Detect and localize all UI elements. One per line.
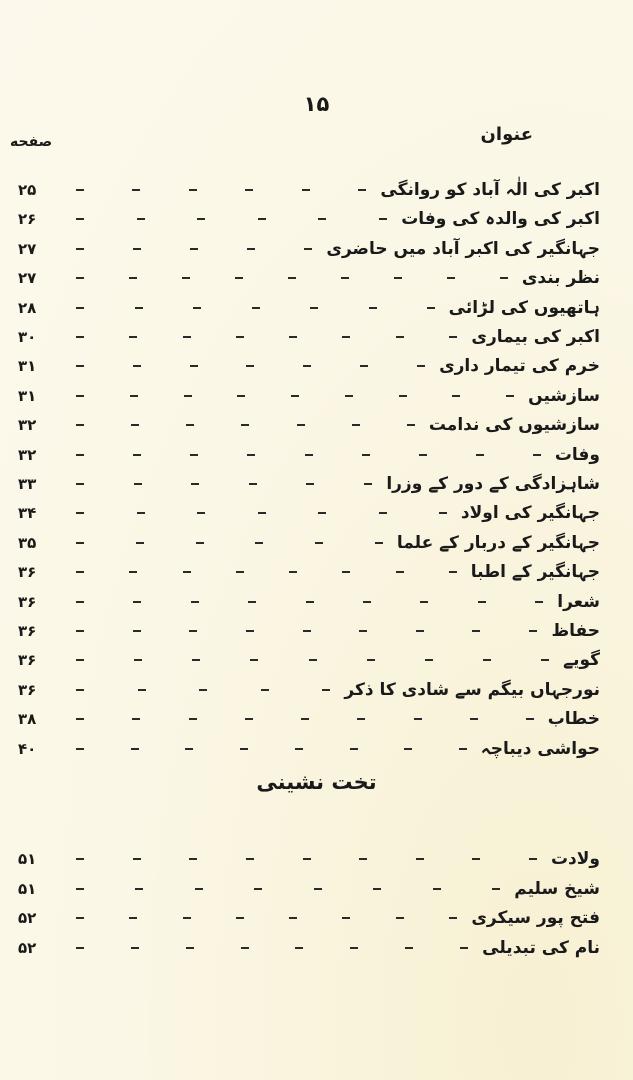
leader-dash [396,571,404,573]
leader-dash [131,748,139,750]
leader-dash [195,888,203,890]
leader-dash [541,659,549,661]
toc-entry-title: خطاب [547,709,600,730]
leader-dash [193,307,201,309]
leader-dashes [76,571,457,573]
leader-dash [314,888,322,890]
leader-dashes [76,689,330,691]
leader-dash [364,483,372,485]
leader-dash [288,277,296,279]
leader-dash [129,277,137,279]
leader-dash [341,277,349,279]
toc-entry-title: نورجہاں بیگم سے شادی کا ذکر [344,679,600,700]
toc-entry-page: ۵۲ [18,938,37,957]
leader-dash [236,571,244,573]
toc-entry-title: وفات [554,444,600,465]
leader-dash [483,659,491,661]
leader-dash [131,947,139,949]
toc-entry-page: ۳۲ [18,445,37,464]
leader-dash [246,858,254,860]
toc-row [18,235,600,263]
leader-dash [196,542,204,544]
toc-row [18,904,600,932]
leader-dash [137,512,145,514]
leader-dash [184,395,192,397]
leader-dash [197,512,205,514]
toc-entry-title: خرم کی تیمار داری [439,356,600,377]
leader-dashes [76,218,387,220]
toc-entry-title: نظر بندی [521,268,600,289]
leader-dash [315,542,323,544]
leader-dash [373,888,381,890]
leader-dash [342,336,350,338]
leader-dash [303,858,311,860]
leader-dash [247,248,255,250]
toc-entry-page: ۲۶ [18,210,37,229]
toc-row [18,499,600,527]
leader-dash [190,248,198,250]
leader-dashes [76,542,383,544]
leader-dash [318,512,326,514]
leader-dash [533,454,541,456]
leader-dash [369,307,377,309]
toc-row [18,441,600,469]
leader-dash [360,365,368,367]
leader-dash [185,748,193,750]
leader-dash [131,424,139,426]
leader-dash [252,307,260,309]
leader-dashes [76,858,537,860]
leader-dash [76,748,84,750]
leader-dash [133,365,141,367]
leader-dash [417,365,425,367]
leader-dash [76,858,84,860]
leader-dashes [76,888,500,890]
toc-entry-page: ۵۱ [18,850,37,868]
leader-dash [289,336,297,338]
toc-entry-page: ۳۶ [18,622,37,640]
leader-dash [129,336,137,338]
toc-entry-page: ۳۵ [18,533,37,552]
leader-dash [76,307,84,309]
leader-dash [306,601,314,603]
toc-entry-page: ۲۷ [18,239,37,258]
leader-dash [289,571,297,573]
leader-dash [472,858,480,860]
toc-row [18,382,600,410]
leader-dash [362,454,370,456]
leader-dash [182,277,190,279]
leader-dash [246,365,254,367]
toc-row [18,705,600,733]
leader-dash [76,483,84,485]
leader-dash [133,454,141,456]
toc-entry-page: ۳۶ [18,680,37,699]
leader-dash [76,571,84,573]
leader-dash [189,718,197,720]
toc-row [18,646,600,674]
toc-entry-title: حفاظ [551,621,600,641]
leader-dash [76,888,84,890]
toc-entry-title: سازشیں [528,385,600,406]
leader-dash [472,630,480,632]
toc-entry-title: فتح پور سیکری [471,908,600,928]
leader-dash [449,571,457,573]
leader-dash [192,659,200,661]
leader-dash [306,483,314,485]
leader-dash [419,454,427,456]
leader-dash [255,542,263,544]
leader-dash [342,917,350,919]
leader-dash [76,189,84,191]
leader-dash [240,748,248,750]
leader-dash [375,542,383,544]
toc-entry-page: ۳۱ [18,357,37,376]
leader-dash [492,888,500,890]
leader-dash [345,395,353,397]
leader-dash [447,277,455,279]
toc-entry-page: ۳۲ [18,416,37,435]
toc-row [18,470,600,498]
leader-dash [76,689,84,691]
leader-dash [76,512,84,514]
leader-dash [529,630,537,632]
leader-dash [183,336,191,338]
toc-entry-title: گویے [563,650,600,671]
leader-dash [186,424,194,426]
leader-dash [295,947,303,949]
leader-dash [189,189,197,191]
leader-dash [135,888,143,890]
leader-dashes [76,483,372,485]
toc-entry-title: جہانگیر کے دربار کے علما [396,532,600,553]
leader-dash [379,512,387,514]
toc-row [18,588,600,616]
leader-dash [460,947,468,949]
leader-dashes [76,512,447,514]
leader-dash [289,917,297,919]
leader-dash [197,218,205,220]
toc-row [18,205,600,233]
leader-dash [291,395,299,397]
leader-dash [304,248,312,250]
leader-dashes [76,395,514,397]
toc-row [18,934,600,962]
leader-dash [183,571,191,573]
leader-dash [449,917,457,919]
leader-dash [134,483,142,485]
leader-dash [309,659,317,661]
leader-dash [189,630,197,632]
leader-dash [396,917,404,919]
leader-dash [258,512,266,514]
leader-dashes [76,336,457,338]
leader-dash [399,395,407,397]
toc-row [18,558,600,586]
leader-dash [248,601,256,603]
leader-dash [246,630,254,632]
leader-dash [183,917,191,919]
toc-entry-page: ۵۱ [18,879,37,898]
toc-entry-title: ولادت [550,849,600,869]
leader-dash [130,395,138,397]
toc-row [18,676,600,704]
toc-row [18,294,600,322]
leader-dash [138,689,146,691]
leader-dash [133,630,141,632]
toc-row [18,875,600,903]
leader-dash [258,218,266,220]
toc-row [18,411,600,439]
leader-dash [191,601,199,603]
toc-entry-page: ۲۵ [18,181,37,199]
leader-dashes [76,748,467,750]
leader-dash [342,571,350,573]
leader-dash [425,659,433,661]
leader-dash [420,601,428,603]
leader-dash [478,601,486,603]
leader-dash [134,659,142,661]
leader-dash [394,277,402,279]
leader-dashes [76,365,425,367]
leader-dash [76,542,84,544]
toc-entry-page: ۵۲ [18,909,37,927]
leader-dash [302,189,310,191]
leader-dash [237,395,245,397]
leader-dash [189,858,197,860]
page-number: ۱۵ [303,92,330,116]
leader-dash [132,718,140,720]
topic-column-heading: عنوان [480,124,533,145]
leader-dash [190,454,198,456]
leader-dash [247,454,255,456]
leader-dash [76,659,84,661]
leader-dash [250,659,258,661]
leader-dash [297,424,305,426]
leader-dash [500,277,508,279]
toc-entry-page: ۲۷ [18,269,37,288]
leader-dashes [76,917,457,919]
toc-entry-page: ۳۴ [18,504,37,523]
toc-entry-title: اکبر کی الٰہ آباد کو روانگی [380,180,600,200]
toc-row [18,735,600,763]
leader-dash [76,601,84,603]
leader-dash [236,336,244,338]
leader-dash [449,336,457,338]
leader-dashes [76,189,366,191]
leader-dash [129,571,137,573]
leader-dash [363,601,371,603]
leader-dash [135,307,143,309]
leader-dash [301,718,309,720]
leader-dash [350,748,358,750]
leader-dash [76,917,84,919]
leader-dash [191,483,199,485]
leader-dash [199,689,207,691]
toc-entry-page: ۲۸ [18,298,37,317]
toc-row [18,529,600,557]
leader-dash [529,858,537,860]
leader-dash [241,947,249,949]
toc-entry-page: ۳۰ [18,328,37,346]
section-heading: تخت نشینی [256,770,377,794]
leader-dash [235,277,243,279]
leader-dashes [76,630,537,632]
leader-dash [133,601,141,603]
leader-dash [76,424,84,426]
leader-dash [427,307,435,309]
leader-dash [407,424,415,426]
leader-dash [245,718,253,720]
leader-dash [305,454,313,456]
leader-dash [249,483,257,485]
leader-dash [358,189,366,191]
toc-row [18,176,600,204]
leader-dash [310,307,318,309]
leader-dash [396,336,404,338]
leader-dashes [76,601,543,603]
toc-entry-title: جہانگیر کے اطبا [470,562,600,583]
toc-entry-title: شیخ سلیم [514,878,600,899]
leader-dash [186,947,194,949]
leader-dash [303,630,311,632]
leader-dash [295,748,303,750]
toc-entry-page: ۳۳ [18,475,37,493]
leader-dashes [76,718,534,720]
leader-dash [303,365,311,367]
toc-entry-page: ۳۱ [18,386,37,405]
toc-row [18,845,600,873]
toc-entry-page: ۳۸ [18,710,37,729]
leader-dash [322,689,330,691]
leader-dash [76,365,84,367]
leader-dash [359,858,367,860]
leader-dash [352,424,360,426]
page-column-heading: صفحه [10,134,53,150]
leader-dash [350,947,358,949]
leader-dash [245,189,253,191]
toc-entry-page: ۳۶ [18,563,37,582]
leader-dash [76,218,84,220]
leader-dash [261,689,269,691]
leader-dashes [76,947,468,949]
toc-entry-title: جہانگیر کی اولاد [460,503,600,524]
leader-dash [76,336,84,338]
toc-row [18,323,600,351]
leader-dashes [76,307,435,309]
toc-entry-title: حواشی دیباچہ [480,738,600,759]
leader-dash [404,748,412,750]
leader-dash [452,395,460,397]
leader-dash [133,858,141,860]
leader-dash [133,248,141,250]
leader-dash [526,718,534,720]
leader-dash [132,189,140,191]
toc-entry-title: نام کی تبدیلی [482,937,600,958]
leader-dash [236,917,244,919]
toc-row [18,352,600,380]
leader-dash [439,512,447,514]
leader-dashes [76,659,549,661]
leader-dash [476,454,484,456]
leader-dashes [76,248,312,250]
leader-dash [76,277,84,279]
leader-dash [535,601,543,603]
leader-dash [414,718,422,720]
leader-dash [254,888,262,890]
toc-entry-page: ۳۶ [18,651,37,670]
leader-dashes [76,277,508,279]
leader-dash [416,858,424,860]
leader-dash [76,248,84,250]
toc-entry-page: ۴۰ [18,739,37,758]
leader-dash [190,365,198,367]
toc-entry-title: اکبر کی بیماری [471,327,600,347]
leader-dash [359,630,367,632]
leader-dash [76,630,84,632]
leader-dash [379,218,387,220]
toc-entry-title: شاہزادگی کے دور کے وزرا [386,474,600,494]
leader-dashes [76,454,541,456]
toc-row [18,264,600,292]
leader-dash [76,947,84,949]
leader-dash [76,395,84,397]
toc-entry-title: شعرا [557,591,600,612]
leader-dash [129,917,137,919]
toc-entry-title: اکبر کی والدہ کی وفات [401,209,600,230]
leader-dash [367,659,375,661]
leader-dash [318,218,326,220]
toc-entry-title: جہانگیر کی اکبر آباد میں حاضری [326,238,600,259]
leader-dash [76,454,84,456]
toc-row [18,617,600,645]
leader-dash [405,947,413,949]
leader-dash [416,630,424,632]
leader-dash [76,718,84,720]
leader-dash [357,718,365,720]
toc-entry-title: ہاتھیوں کی لڑائی [448,297,600,318]
leader-dash [433,888,441,890]
leader-dashes [76,424,415,426]
leader-dash [506,395,514,397]
toc-entry-page: ۳۶ [18,592,37,611]
leader-dash [241,424,249,426]
leader-dash [470,718,478,720]
leader-dash [459,748,467,750]
toc-entry-title: سازشیوں کی ندامت [428,415,600,436]
leader-dash [137,218,145,220]
leader-dash [136,542,144,544]
